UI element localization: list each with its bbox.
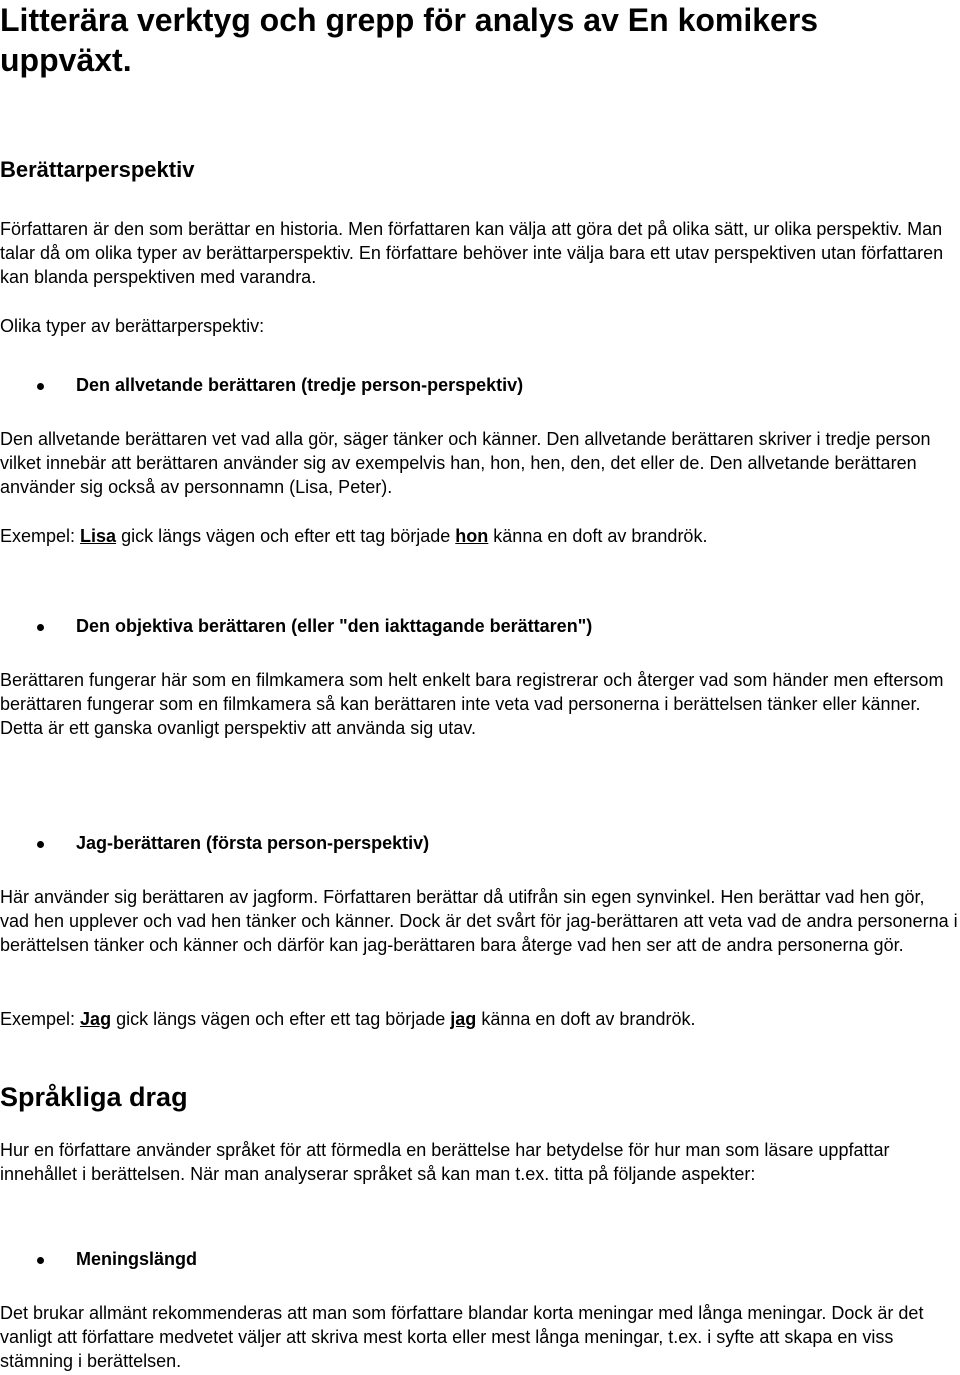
example-suffix: känna en doft av brandrök. xyxy=(488,526,708,546)
bullet-objektiva xyxy=(0,614,958,642)
bullet-allvetande-label: Den allvetande berättaren (tredje person-perspektiv) xyxy=(76,375,524,395)
bullet-jag xyxy=(0,831,958,859)
bullet-allvetande xyxy=(0,373,958,401)
bullet-meningslangd-label: Meningslängd xyxy=(76,1249,197,1269)
sprakliga-intro: Hur en författare använder språket för att förmedla en berättelse har betydelse för hur man som läsare uppfattar innehållet i berättelsen. När man analyserar språket så kan man t.ex. titta på följande aspekter: xyxy=(0,1140,890,1184)
allvetande-paragraph: Den allvetande berättaren vet vad alla gör, säger tänker och känner. Den allvetande berättaren skriver i tredje person vilket innebär att berättaren använder sig av exempelvis han, hon, hen, den, det eller de. Den allvetande berättaren använder sig också av personnamn (Lisa, Peter). xyxy=(0,429,931,497)
bullet-jag-label: Jag-berättaren (första person-perspektiv) xyxy=(76,833,430,853)
intro-paragraph: Författaren är den som berättar en historia. Men författaren kan välja att göra det på olika sätt, ur olika perspektiv. Man talar då om olika typer av berättarperspektiv. En författare behöver inte välja bara ett utav perspektiven utan författaren kan blanda perspektiven med varandra. xyxy=(0,219,944,287)
heading-sprakliga-drag: Språkliga drag xyxy=(0,1082,188,1112)
bullet-meningslangd xyxy=(0,1247,958,1275)
bullet-dot-icon xyxy=(37,624,44,631)
types-label: Olika typer av berättarperspektiv: xyxy=(0,316,265,336)
example-middle: gick längs vägen och efter ett tag började xyxy=(116,526,456,546)
jag-example xyxy=(0,1007,958,1031)
example-suffix: känna en doft av brandrök. xyxy=(476,1009,696,1029)
example-word-jag-2: jag xyxy=(450,1009,477,1029)
objektiva-paragraph: Berättaren fungerar här som en filmkamera som helt enkelt bara registrerar och återger vad som händer men eftersom berättaren fungerar som en filmkamera så kan berättaren inte veta vad personerna i berättelsen tänker eller känner. Detta är ett ganska ovanligt perspektiv att använda sig utav. xyxy=(0,670,944,738)
example-prefix: Exempel: xyxy=(0,1009,81,1029)
example-prefix: Exempel: xyxy=(0,526,81,546)
meningslangd-paragraph: Det brukar allmänt rekommenderas att man som författare blandar korta meningar med långa meningar. Dock är det vanligt att författare medvetet väljer att skriva mest korta eller mest långa meningar, t.ex. i syfte att skapa en viss stämning i berättelsen. xyxy=(0,1303,924,1371)
allvetande-example xyxy=(0,524,958,548)
example-word-hon: hon xyxy=(455,526,489,546)
document-title: Litterära verktyg och grepp för analys av En komikers uppväxt. xyxy=(0,2,819,78)
bullet-objektiva-label: Den objektiva berättaren (eller "den iakttagande berättaren") xyxy=(76,616,593,636)
bullet-dot-icon xyxy=(37,383,44,390)
example-word-lisa: Lisa xyxy=(80,526,117,546)
bullet-dot-icon xyxy=(37,841,44,848)
bullet-dot-icon xyxy=(37,1257,44,1264)
example-word-jag: Jag xyxy=(80,1009,112,1029)
jag-paragraph: Här använder sig berättaren av jagform. Författaren berättar då utifrån sin egen synvinkel. Hen berättar vad hen gör, vad hen upplever och vad hen tänker och känner. Dock är det svårt för jag-berättaren att veta vad de andra personerna i berättelsen tänker och känner och därför kan jag-berättaren bara återge vad hen ser att de andra personerna gör. xyxy=(0,887,958,955)
heading-berattarperspektiv: Berättarperspektiv xyxy=(0,157,195,182)
example-middle: gick längs vägen och efter ett tag började xyxy=(111,1009,451,1029)
